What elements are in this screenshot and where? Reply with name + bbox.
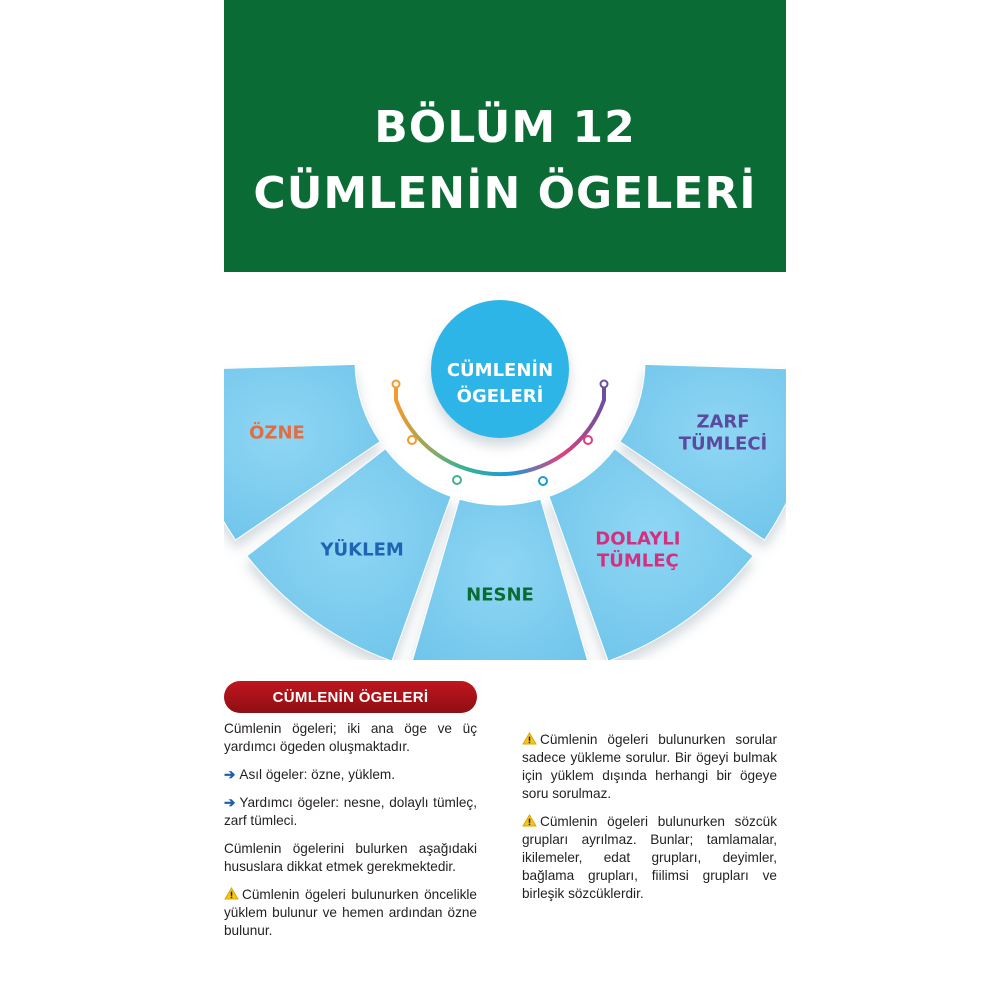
bullet-main-elements — [224, 766, 477, 784]
bullet-text: Asıl ögeler: özne, yüklem. — [239, 767, 396, 782]
bullet-auxiliary-elements — [224, 794, 477, 830]
warning-triangle-icon — [522, 732, 537, 745]
bullet-text: Yardımcı ögeler: nesne, dolaylı tümleç, zarf tümleci. — [224, 795, 477, 828]
left-column — [224, 720, 477, 950]
warning-triangle-icon — [522, 814, 537, 827]
center-label-line1: CÜMLENİN — [446, 360, 554, 381]
segment-yuklem-label: YÜKLEM — [320, 539, 404, 561]
arrow-right-icon: ➔ — [224, 795, 236, 810]
chapter-number: BÖLÜM 12 — [374, 102, 636, 153]
sentence-elements-diagram — [224, 300, 786, 660]
warning-note-1 — [224, 886, 477, 940]
segment-nesne-label: NESNE — [466, 584, 534, 606]
section-title-pill: CÜMLENİN ÖGELERİ — [224, 681, 477, 713]
warning-triangle-icon — [224, 887, 239, 900]
warning-text: Cümlenin ögeleri bulunurken sorular sadece yükleme sorulur. Bir ögeyi bulmak için yüklem dışında herhangi bir ögeye soru sorulmaz. — [522, 732, 777, 801]
intro-paragraph: Cümlenin ögeleri; iki ana öge ve üç yardımcı ögeden oluşmaktadır. — [224, 721, 477, 754]
right-column — [522, 731, 777, 913]
chapter-title: CÜMLENİN ÖGELERİ — [253, 168, 757, 219]
arrow-right-icon: ➔ — [224, 767, 236, 782]
center-label-line2: ÖGELERİ — [456, 386, 544, 407]
segment-dolayli-tumlec-label: DOLAYLI — [595, 528, 681, 550]
attention-paragraph: Cümlenin ögelerini bulurken aşağıdaki hususlara dikkat etmek gerekmektedir. — [224, 841, 477, 874]
warning-note-2 — [522, 731, 777, 803]
segment-dolayli-tumlec-label: TÜMLEÇ — [596, 550, 679, 572]
warning-note-3 — [522, 813, 777, 903]
chapter-header — [224, 0, 786, 272]
warning-text: Cümlenin ögeleri bulunurken öncelikle yüklem bulunur ve hemen ardından özne bulunur. — [224, 887, 477, 938]
segment-zarf-tumleci-label: ZARF — [696, 411, 750, 433]
segment-zarf-tumleci-label: TÜMLECİ — [678, 433, 768, 455]
warning-text: Cümlenin ögeleri bulunurken sözcük grupları ayrılmaz. Bunlar; tamlamalar, ikilemeler, edat grupları, deyimler, bağlama grupları, fiilimsi grupları ve birleşik sözcüklerdir. — [522, 814, 777, 901]
segment-ozne-label: ÖZNE — [249, 422, 305, 444]
